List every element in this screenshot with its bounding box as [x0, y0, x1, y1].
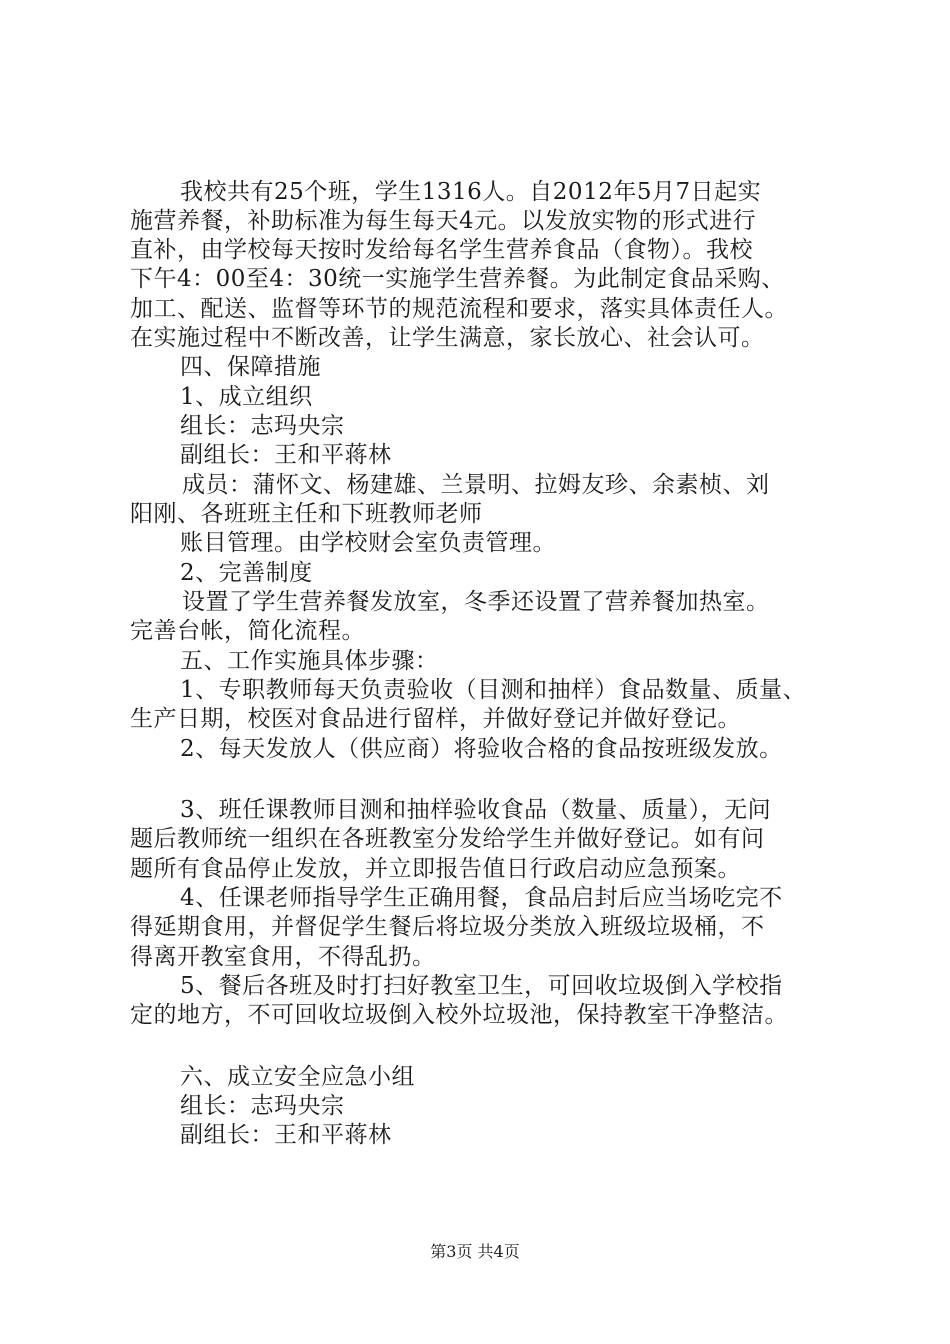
section-heading: 四、保障措施 — [180, 354, 321, 380]
body-line: 直补，由学校每天按时发给每名学生营养食品（食物）。我校 — [130, 237, 753, 263]
body-line: 题后教师统一组织在各班教室分发给学生并做好登记。如有问 — [130, 826, 765, 852]
body-line: 得离开教室食用，不得乱扔。 — [130, 944, 436, 970]
body-line: 完善台帐，简化流程。 — [130, 618, 365, 644]
body-line: 副组长：王和平蒋林 — [180, 1122, 392, 1148]
body-line: 施营养餐，补助标准为每生每天4元。以发放实物的形式进行 — [130, 208, 757, 234]
body-line: 成员：蒲怀文、杨建雄、兰景明、拉姆友珍、余素桢、刘 — [182, 472, 770, 498]
body-line: 账目管理。由学校财会室负责管理。 — [180, 530, 556, 556]
section-heading: 六、成立安全应急小组 — [180, 1064, 415, 1090]
body-line: 3、班任课教师目测和抽样验收食品（数量、质量），无问 — [180, 797, 772, 823]
section-heading: 五、工作实施具体步骤： — [180, 648, 439, 674]
body-line: 题所有食品停止发放，并立即报告值日行政启动应急预案。 — [130, 856, 741, 882]
body-line: 2、每天发放人（供应商）将验收合格的食品按班级发放。 — [180, 736, 783, 762]
body-line: 组长：志玛央宗 — [180, 1093, 345, 1119]
page-number-footer: 第3页 共4页 — [430, 1242, 520, 1261]
body-line: 1、专职教师每天负责验收（目测和抽样）食品数量、质量、 — [180, 677, 807, 703]
body-line: 副组长：王和平蒋林 — [180, 442, 392, 468]
body-line: 加工、配送、监督等环节的规范流程和要求，落实具体责任人。 — [130, 296, 788, 322]
body-line: 组长：志玛央宗 — [180, 413, 345, 439]
body-line: 在实施过程中不断改善，让学生满意，家长放心、社会认可。 — [130, 325, 765, 351]
body-line: 4、任课老师指导学生正确用餐，食品启封后应当场吃完不 — [180, 885, 783, 911]
body-line: 定的地方，不可回收垃圾倒入校外垃圾池，保持教室干净整洁。 — [130, 1002, 788, 1028]
body-line: 我校共有25个班，学生1316人。自2012年5月7日起实 — [180, 179, 762, 205]
body-line: 设置了学生营养餐发放室，冬季还设置了营养餐加热室。 — [182, 589, 770, 615]
subsection-heading: 1、成立组织 — [180, 384, 313, 410]
body-line: 下午4：00至4：30统一实施学生营养餐。为此制定食品采购、 — [130, 266, 785, 292]
body-line: 阳刚、各班班主任和下班教师老师 — [130, 501, 483, 527]
body-line: 生产日期，校医对食品进行留样，并做好登记并做好登记。 — [130, 706, 741, 732]
body-line: 得延期食用，并督促学生餐后将垃圾分类放入班级垃圾桶，不 — [130, 914, 765, 940]
subsection-heading: 2、完善制度 — [180, 560, 313, 586]
body-line: 5、餐后各班及时打扫好教室卫生，可回收垃圾倒入学校指 — [180, 973, 783, 999]
